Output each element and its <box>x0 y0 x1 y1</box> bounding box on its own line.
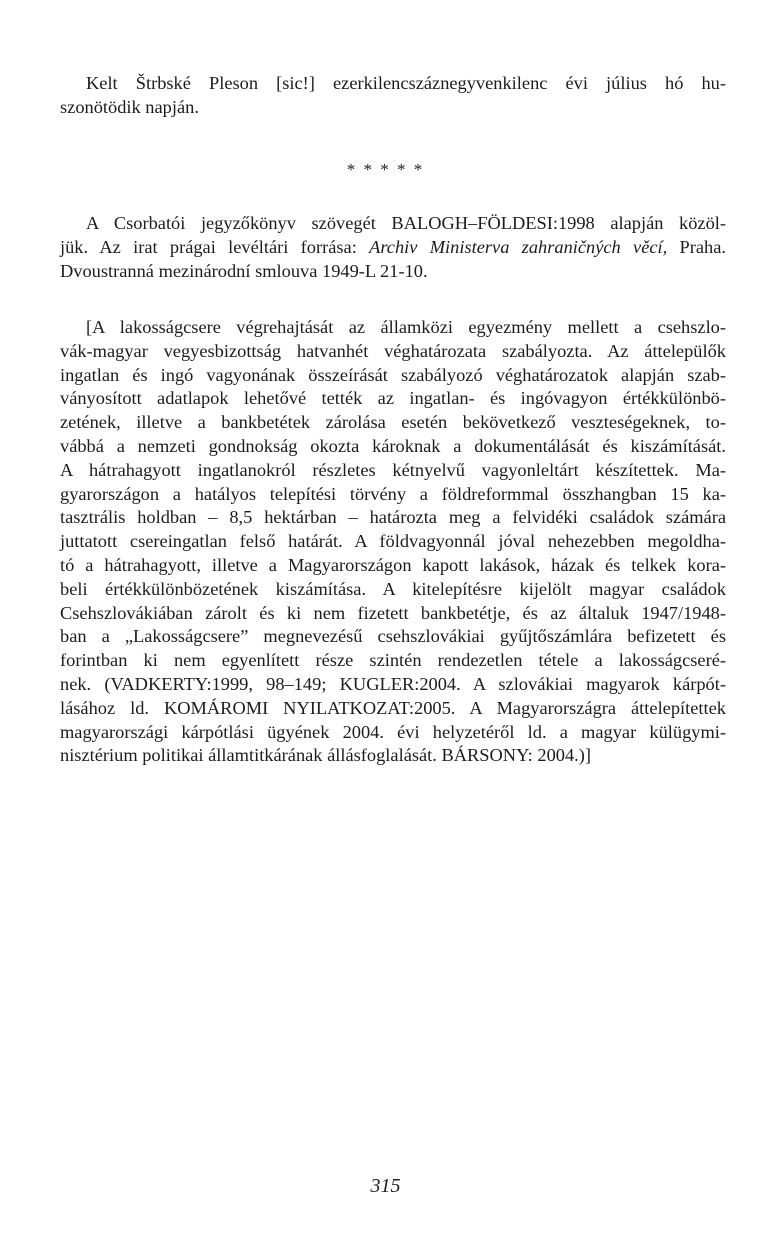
editorial-note <box>60 316 726 768</box>
closing-paragraph <box>60 72 726 120</box>
note-line: lásához ld. KOMÁROMI NYILATKOZAT:2005. A Magyarországra áttelepítettek <box>60 697 726 718</box>
source-line-2-text: jük. Az irat prágai levéltári forrása: <box>60 236 370 257</box>
source-line-2-city: Praha. <box>667 236 726 257</box>
archive-name: Archiv Ministerva zahraničných věcí, <box>369 236 668 257</box>
note-line: tasztrális holdban – 8,5 hektárban – határozta meg a felvidéki családok számára <box>60 507 726 528</box>
note-line: forintban ki nem egyenlített része szintén rendezetlen tétele a lakosságcseré- <box>60 650 726 671</box>
closing-line-2: szonötödik napján. <box>60 96 199 117</box>
note-line: ványosított adatlapok lehetővé tették az ingatlan- és ingóvagyon értékkülönbö- <box>60 388 726 409</box>
note-line: Csehszlovákiában zárolt és ki nem fizetett bankbetétje, és az általuk 1947/1948- <box>60 602 726 623</box>
note-line: nisztérium politikai államtitkárának állásfoglalását. BÁRSONY: 2004.)] <box>60 745 592 766</box>
page-number: 315 <box>370 1175 401 1197</box>
source-line-2 <box>60 236 726 260</box>
source-line-3: Dvoustranná mezinárodní smlouva 1949-L 21-10. <box>60 260 428 281</box>
source-line-1: A Csorbatói jegyzőkönyv szövegét BALOGH–FÖLDESI:1998 alapján közöl- <box>86 213 726 233</box>
closing-line-1: Kelt Štrbské Pleson [sic!] ezerkilencszáznegyvenkilenc évi július hó hu- <box>86 73 726 93</box>
note-line: vák-magyar vegyesbizottság hatvanhét véghatározata szabályozta. Az áttelepülők <box>60 340 726 361</box>
note-line: A hátrahagyott ingatlanokról részletes kétnyelvű vagyonleltárt készítettek. Ma- <box>60 459 726 480</box>
note-line: tó a hátrahagyott, illetve a Magyarországon kapott lakások, házak és telkek kora- <box>60 554 726 575</box>
note-line: magyarországi kárpótlási ügyének 2004. évi helyzetéről ld. a magyar külügymi- <box>60 721 726 742</box>
note-line: nek. (VADKERTY:1999, 98–149; KUGLER:2004. A szlovákiai magyarok kárpót- <box>60 673 726 694</box>
note-line: zetének, illetve a bankbetétek zárolása esetén bekövetkező veszteségeknek, to- <box>60 412 726 433</box>
note-line: juttatott csereingatlan felső határát. A földvagyonnál jóval nehezebben megoldha- <box>60 531 726 552</box>
note-line: gyarországon a hatályos telepítési törvény a földreformmal összhangban 15 ka- <box>60 483 726 504</box>
section-separator: * * * * * <box>346 160 425 179</box>
note-line: [A lakosságcsere végrehajtását az államközi egyezmény mellett a csehszlo- <box>86 317 726 337</box>
note-line: vábbá a nemzeti gondnokság okozta károknak a dokumentálását és kiszámítását. <box>60 435 726 456</box>
note-line: beli értékkülönbözetének kiszámítása. A kitelepítésre kijelölt magyar családok <box>60 578 726 599</box>
note-line: ban a „Lakosságcsere” megnevezésű csehszlovákiai gyűjtőszámlára befizetett és <box>60 626 726 647</box>
note-line: ingatlan és ingó vagyonának összeírását szabályozó véghatározatok alapján szab- <box>60 364 726 385</box>
source-paragraph <box>60 212 726 283</box>
